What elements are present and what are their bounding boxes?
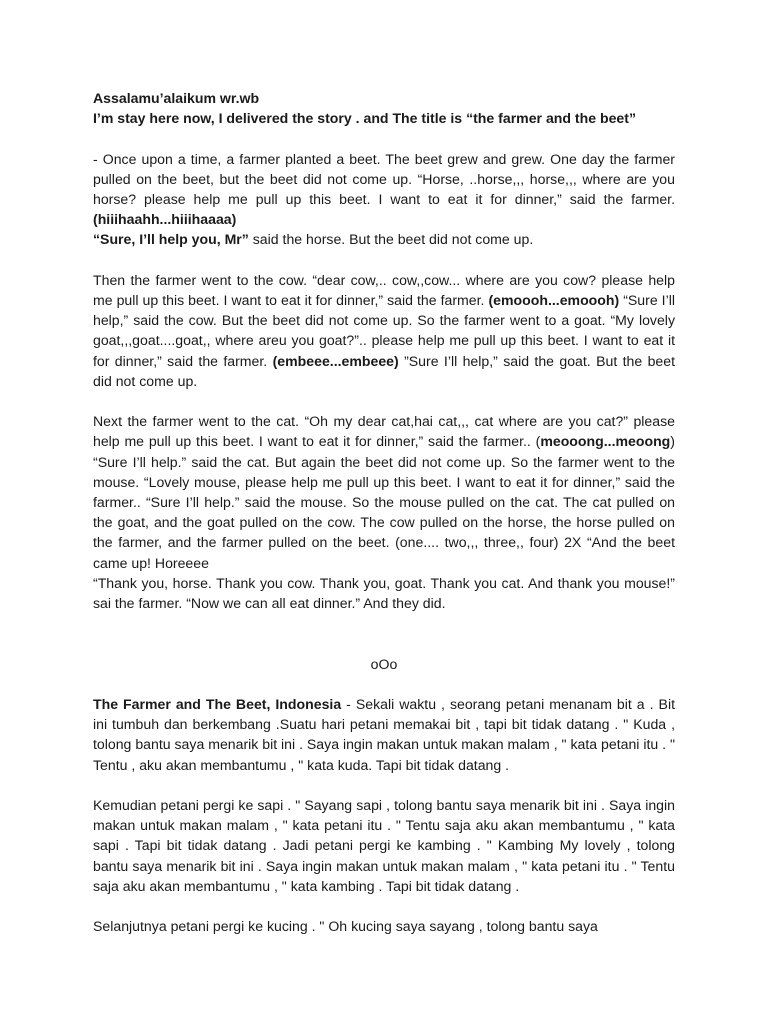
story-paragraph-1 [93, 149, 675, 230]
paragraph-gap [93, 613, 675, 633]
translation-paragraph-2: Kemudian petani pergi ke sapi . " Sayang sapi , tolong bantu saya menarik bit ini . Saya ingin makan untuk makan malam , " kata petani itu . " Tentu saja aku akan membantumu , " kata sapi . Tapi bit tidak datang . Jadi petani pergi ke kambing . " Kambing My lovely , tolong bantu saya menarik bit ini . Saya ingin makan untuk makan malam , " kata petani itu . " Tentu saja aku akan membantumu , " kata kambing . Tapi bit tidak datang . [93, 797, 675, 894]
paragraph-text: “Sure I’ll help,” said the cow. But the beet did not come up. So the farmer went to a goat. “My lovely goat,,,goat....goat,, where areu you goat?”.. please help me pull up this beet. I want to eat it for dinner,” said the farmer. [93, 292, 675, 369]
paragraph-gap [93, 775, 675, 795]
translation-title: The Farmer and The Beet, Indonesia [93, 696, 342, 712]
paragraph-gap [93, 633, 675, 653]
cow-sound: (emoooh...emoooh) [488, 292, 620, 308]
paragraph-gap [93, 896, 675, 916]
translation-paragraph-3: Selanjutnya petani pergi ke kucing . " Oh kucing saya sayang , tolong bantu saya [93, 918, 598, 935]
story-paragraph-5: “Thank you, horse. Thank you cow. Thank you, goat. Thank you cat. And thank you mouse!” sai the farmer. “Now we can all eat dinner.” And they did. [93, 574, 675, 612]
document-page [93, 88, 675, 936]
greeting-line: Assalamu’alaikum wr.wb [93, 90, 260, 106]
paragraph-text: said the horse. But the beet did not come up. [248, 231, 534, 248]
paragraph-gap [93, 128, 675, 148]
paragraph-text: Then the farmer went to the cow. “dear cow,.. cow,,cow... where are you cow? please help me pull up this beet. I want to eat it for dinner,” said the farmer. [93, 271, 675, 308]
intro-line: I’m stay here now, I delivered the story . and The title is “the farmer and the beet” [93, 110, 637, 127]
paragraph-gap [93, 391, 675, 411]
paragraph-text: ”Sure I’ll help,” said the goat. But the beet did not come up. [93, 352, 675, 389]
story-paragraph-3 [93, 270, 675, 391]
paragraph-text: ) “Sure I’ll help.” said the cat. But again the beet did not come up. So the farmer went to the mouse. “Lovely mouse, please help me pull up this beet. I want to eat it for dinner,” said the farmer.. “Sure I’ll help.” said the mouse. So the mouse pulled on the cat. The cat pulled on the goat, and the goat pulled on the cow. The cow pulled on the horse, the horse pulled on the farmer, and the farmer pulled on the beet. (one.... two,,, three,, four) 2X “And the beet came up! Horeeee [93, 433, 675, 571]
story-paragraph-4 [93, 411, 675, 573]
goat-sound: (embeee...embeee) [272, 352, 399, 369]
paragraph-gap [93, 674, 675, 694]
paragraph-text: - Once upon a time, a farmer planted a beet. The beet grew and grew. One day the farmer pulled on the beet, but the beet did not come up. “Horse, ..horse,,, horse,,, where are you horse? please help me pull up this beet. I want to eat it for dinner,” said the farmer. [93, 150, 675, 207]
section-divider: oOo [370, 655, 398, 672]
paragraph-gap [93, 250, 675, 270]
paragraph-text: - Sekali waktu , seorang petani menanam bit a . Bit ini tumbuh dan berkembang .Suatu hari petani memakai bit , tapi bit tidak datang . " Kuda , tolong bantu saya menarik bit ini . Saya ingin makan untuk makan malam , " kata petani itu . " Tentu , aku akan membantumu , " kata kuda. Tapi bit tidak datang . [93, 696, 675, 773]
translation-paragraph-1 [93, 694, 675, 775]
horse-reply: “Sure, I’ll help you, Mr” [93, 231, 249, 248]
cat-sound: meooong...meoong [540, 433, 671, 450]
horse-sound: (hiiihaahh...hiiihaaaa) [93, 211, 237, 228]
paragraph-text: Next the farmer went to the cat. “Oh my dear cat,hai cat,,, cat where are you cat?” please help me pull up this beet. I want to eat it for dinner,” said the farmer.. ( [93, 413, 675, 450]
story-paragraph-2 [93, 229, 675, 249]
